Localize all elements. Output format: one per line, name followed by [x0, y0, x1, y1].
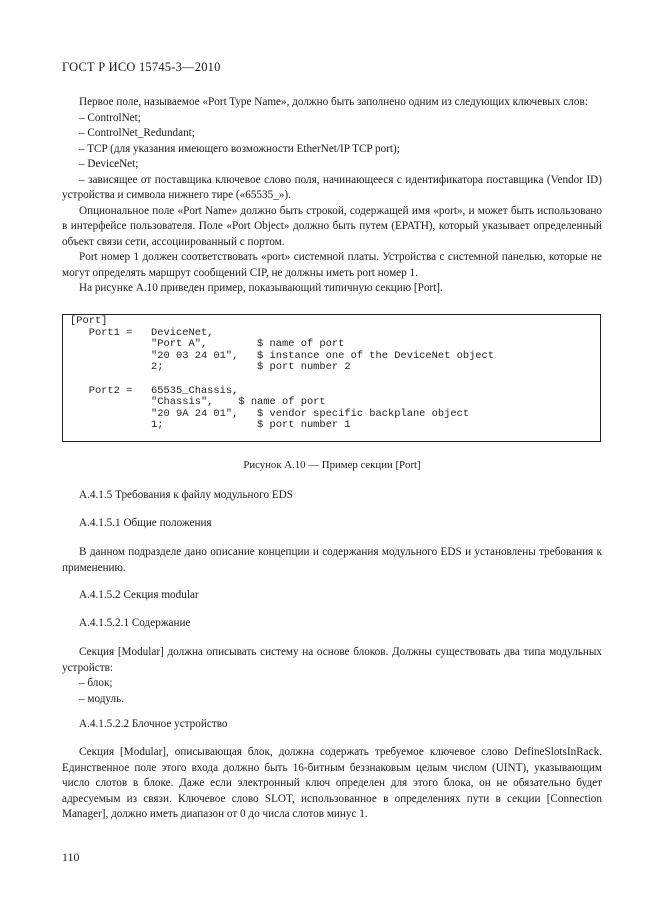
list-item: – ControlNet_Redundant; [79, 127, 195, 139]
section-heading: А.4.1.5.2 Секция modular [79, 589, 199, 601]
list-item: – TCP (для указания имеющего возможности EtherNet/IP TCP port); [79, 142, 400, 155]
paragraph-port-number: Port номер 1 должен соответствовать «port» системной платы. Устройства с системной панелью, которые не могут определять маршрут сообщений CIP, не должны иметь port номер 1. [62, 251, 602, 279]
port-section-text [62, 95, 602, 297]
code-example: [Port] Port1 = DeviceNet, "Port A", $ name of port "20 03 24 01", $ instance one of the DeviceNet object 2; $ port number 2 Port2 = 65535_Chassis, "Chassis", $ name of port "20 9A 24 01", $ vendor specific backplane object 1; $ port number 1 [70, 315, 495, 432]
general-paragraph [62, 545, 602, 576]
list-item: – ControlNet; [79, 111, 141, 124]
list-item: – DeviceNet; [79, 158, 139, 170]
paragraph-port-type-name: Первое поле, называемое «Port Type Name», должно быть заполнено одним из следующих ключевых слов: [79, 96, 588, 108]
paragraph-block-device: Секция [Modular], описывающая блок, должна содержать требуемое ключевое слово DefineSlotsInRack. Единственное поле этого входа должно быть 16-битным беззнаковым целым числом (UINT), указывающим число слотов в блоке. Даже если электронный ключ определен для этого блока, он не обязательно будет адресуемым из связи. Ключевое слово SLOT, использованное в определениях пути в секции [Connection Manager], должно иметь диапазон от 0 до числа слотов минус 1. [62, 746, 602, 820]
paragraph-figure-reference: На рисунке A.10 приведен пример, показывающий типичную секцию [Port]. [79, 282, 443, 294]
page-number: 110 [62, 850, 80, 864]
figure-caption: Рисунок А.10 — Пример секции [Port] [243, 459, 421, 471]
document-header: ГОСТ Р ИСО 15745-3—2010 [62, 60, 221, 74]
paragraph-content: Секция [Modular] должна описывать систему на основе блоков. Должны существовать два типа модульных устройств: [62, 646, 602, 674]
content-paragraph [62, 645, 602, 707]
list-item: – модуль. [79, 692, 125, 705]
block-paragraph [62, 745, 602, 823]
section-heading: А.4.1.5.2.2 Блочное устройство [79, 718, 228, 730]
code-example-box [62, 314, 601, 442]
list-item: – зависящее от поставщика ключевое слово поля, начинающееся с идентификатора поставщика (Vendor ID) устройства и символа нижнего тире («65535_»). [62, 173, 602, 201]
paragraph-port-name: Опциональное поле «Port Name» должно быть строкой, содержащей имя «port», и может быть использовано в интерфейсе пользователя. Поле «Port Object» должно быть путем (EPATH), который указывает определенный объект связи сети, ассоциированный с портом. [62, 204, 602, 248]
section-heading: А.4.1.5.2.1 Содержание [79, 617, 191, 629]
section-heading: А.4.1.5.1 Общие положения [79, 517, 212, 529]
list-item: – блок; [79, 677, 113, 689]
section-heading: А.4.1.5 Требования к файлу модульного EDS [79, 489, 293, 501]
paragraph-general: В данном подразделе дано описание концепции и содержания модульного EDS и установлены требования к применению. [62, 546, 602, 574]
